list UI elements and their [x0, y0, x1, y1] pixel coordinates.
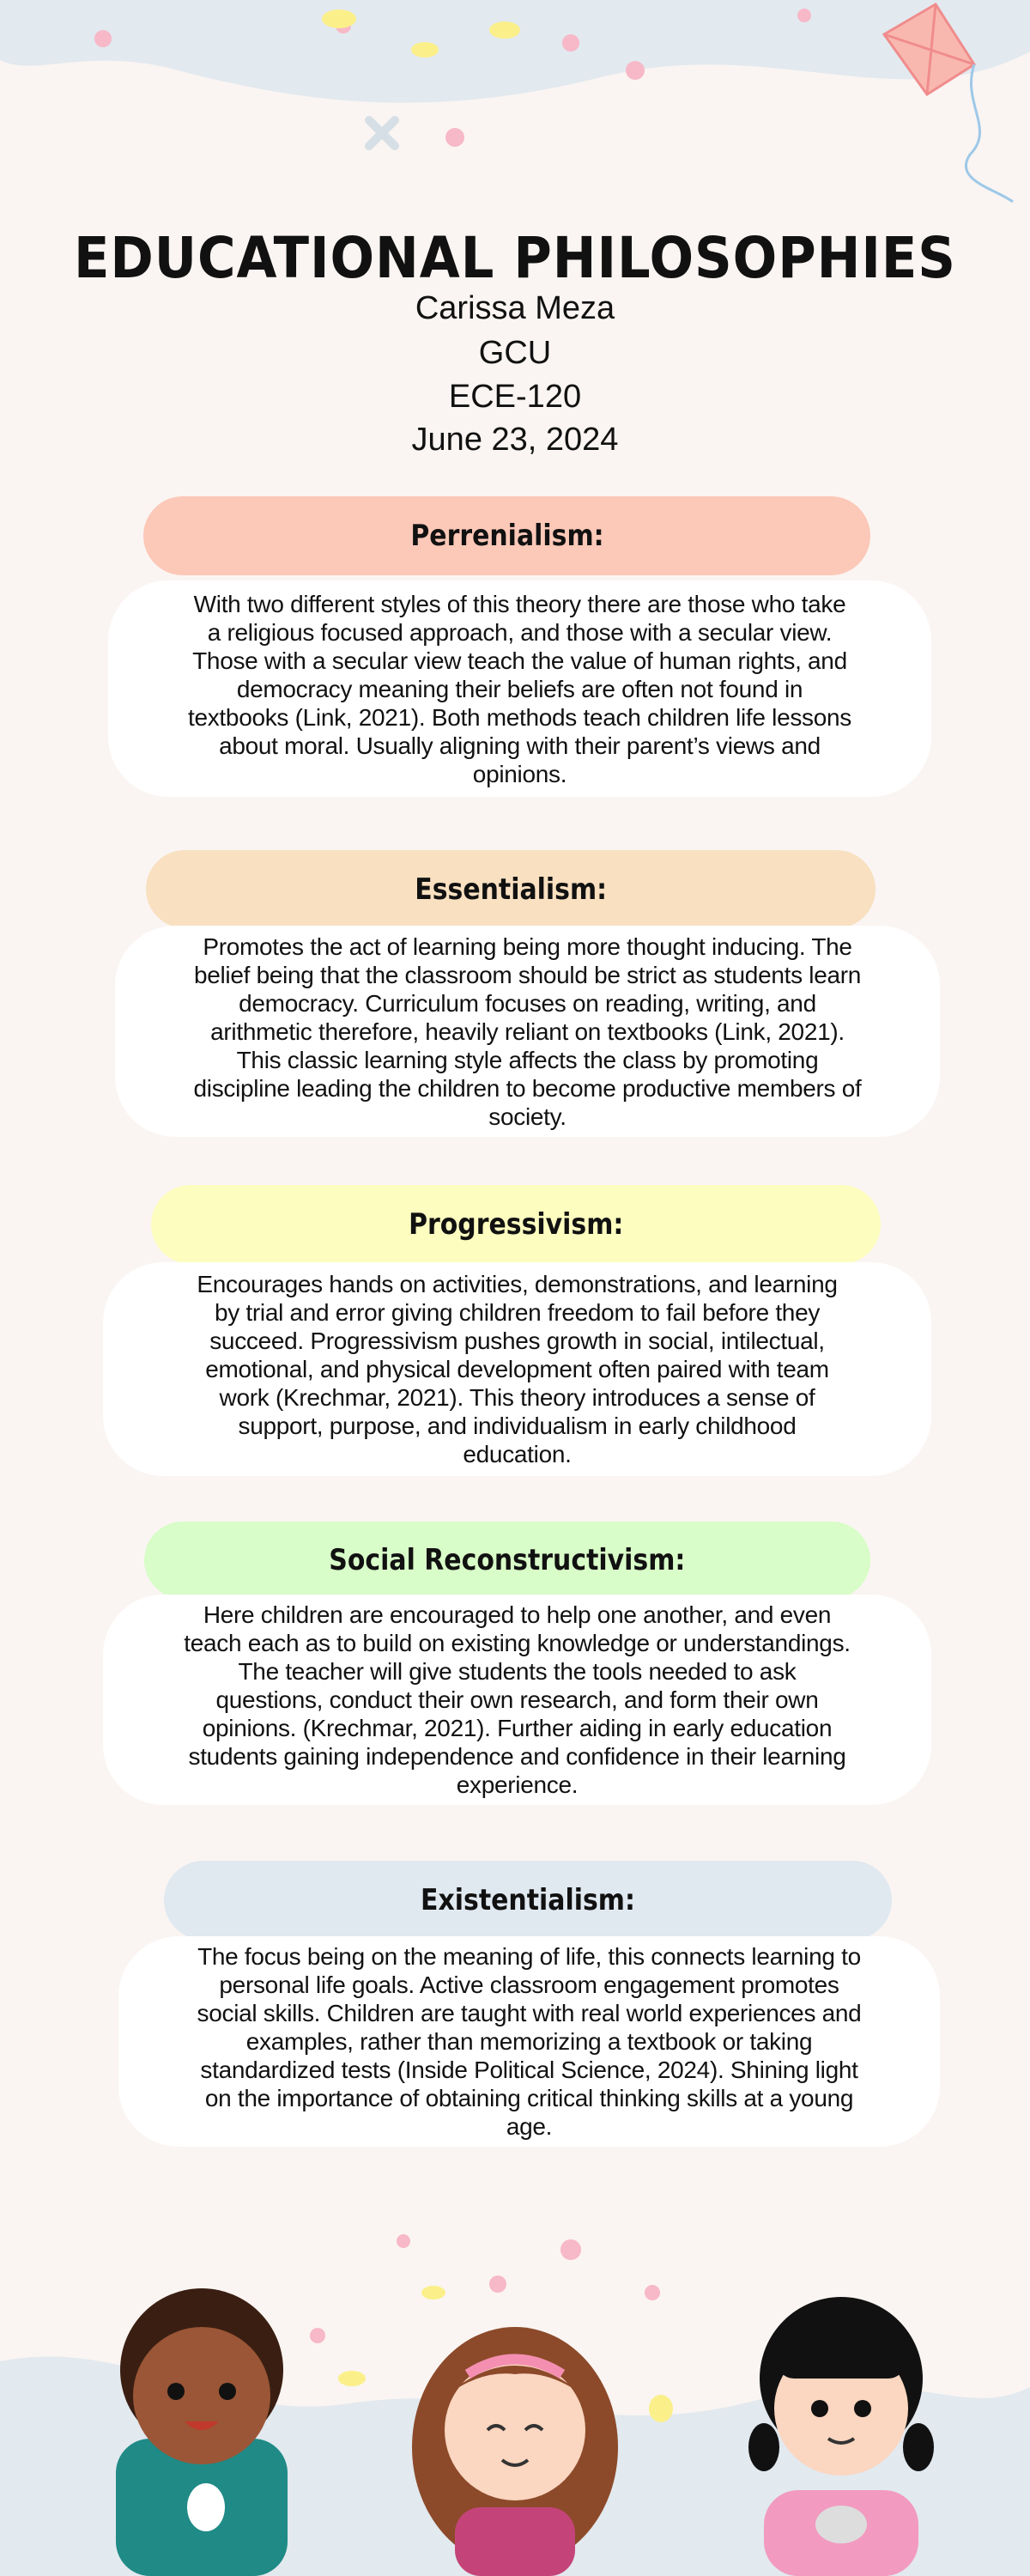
section-heading-perrenialism — [143, 496, 870, 575]
section-text: With two different styles of this theory there are those who take a religious focused approach, and those with a secular view. Those with a secular view teach the value of human rights, and democracy meaning their beliefs are often not found in textbooks (Link, 2021). Both methods teach children life lessons about moral. Usually aligning with their parent’s views and opinions. — [187, 590, 852, 787]
page-title: EDUCATIONAL PHILOSOPHIES — [74, 225, 956, 291]
heading-text: Progressivism: — [408, 1207, 624, 1242]
heading-text: Perrenialism: — [409, 519, 604, 553]
section-heading-progressivism — [151, 1185, 881, 1264]
date: June 23, 2024 — [411, 422, 619, 458]
course-code: ECE-120 — [448, 379, 582, 415]
author-name: Carissa Meza — [415, 290, 615, 326]
section-body-progressivism — [103, 1262, 931, 1476]
heading-text: Social Reconstructivism: — [329, 1543, 686, 1577]
section-heading-social-reconstructivism — [144, 1522, 870, 1599]
section-body-social-reconstructivism — [103, 1595, 931, 1805]
section-body-essentialism — [115, 926, 940, 1137]
section-body-perrenialism — [108, 580, 931, 797]
girl-figure-right — [748, 2297, 934, 2576]
children-illustration — [0, 2164, 1030, 2576]
section-heading-essentialism — [146, 850, 876, 928]
section-text: The focus being on the meaning of life, this connects learning to personal life goals. Active classroom engagement promotes social skills. Children are taught with real world experiences and examples, rather than memorizing a textbook or taking standardized tests (Inside Political Science, 2024). Shining light on the importance of obtaining critical thinking skills at a young age. — [197, 1943, 862, 2140]
section-body-existentialism — [118, 1936, 940, 2147]
kite-icon — [867, 0, 1030, 206]
school-name: GCU — [478, 335, 552, 371]
section-heading-existentialism — [164, 1861, 892, 1940]
heading-text: Essentialism: — [415, 872, 607, 907]
section-text: Encourages hands on activities, demonstrations, and learning by trial and error giving children freedom to fail before they succeed. Progressivism pushes growth in social, intilectual, emotional, and physical development often paired with team work (Krechmar, 2021). This theory introduces a sense of support, purpose, and individualism in early childhood education. — [197, 1271, 838, 1467]
heading-text: Existentialism: — [421, 1883, 635, 1917]
section-text: Here children are encouraged to help one another, and even teach each as to build on existing knowledge or understandings. The teacher will give students the tools needed to ask questions, conduct their own research, and form their own opinions. (Krechmar, 2021). Further aiding in early education students gaining independence and confidence in their learning experience. — [184, 1601, 851, 1798]
section-text: Promotes the act of learning being more thought inducing. The belief being that the classroom should be strict as students learn democracy. Curriculum focuses on reading, writing, and arithmetic therefore, heavily reliant on textbooks (Link, 2021). This classic learning style affects the class by promoting discipline leading the children to become productive members of society. — [193, 933, 862, 1130]
